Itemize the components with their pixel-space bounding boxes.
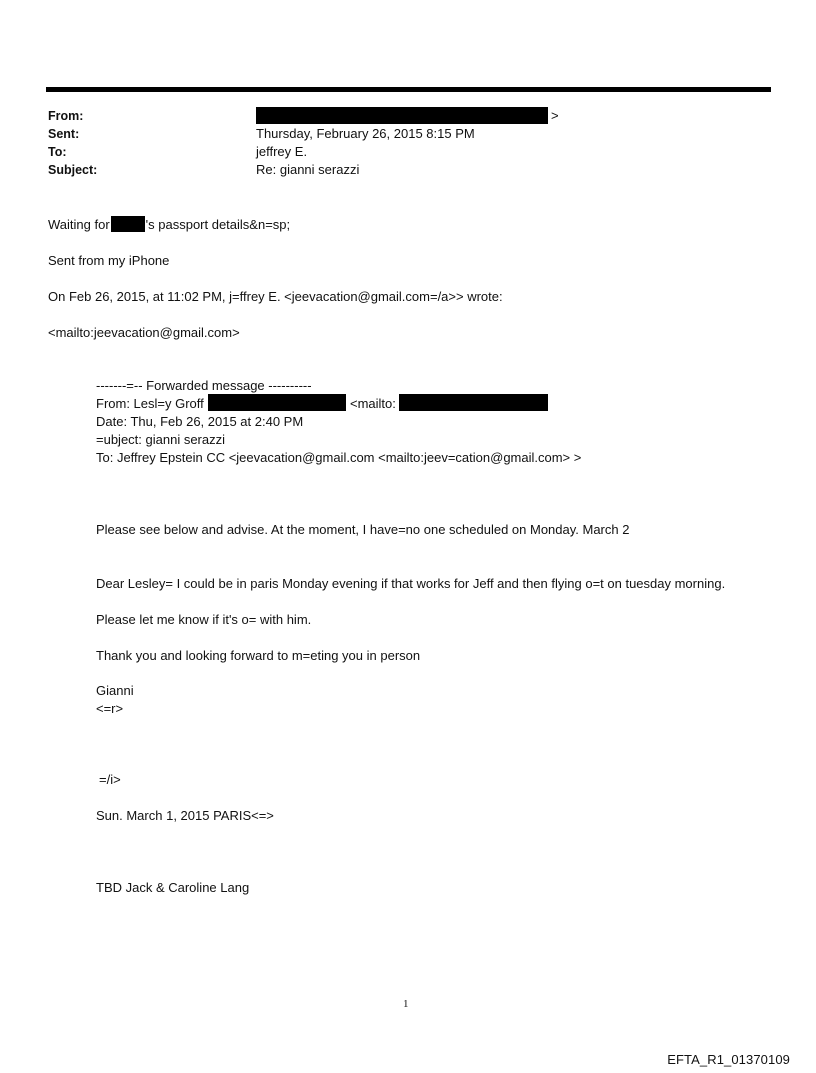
- to-value: jeffrey E.: [256, 144, 308, 159]
- please-let-line: Please let me know if it's o= with him.: [96, 612, 312, 627]
- sent-label: Sent:: [48, 127, 80, 141]
- forwarded-subject: =ubject: gianni serazzi: [96, 432, 225, 447]
- subject-label: Subject:: [48, 163, 98, 177]
- dear-lesley-line: Dear Lesley= I could be in paris Monday evening if that works for Jeff and then flying o=t on tuesday morning.: [96, 576, 726, 591]
- redaction-forwarded-name: [208, 394, 346, 411]
- forwarded-to: To: Jeffrey Epstein CC <jeevacation@gmail.com <mailto:jeev=cation@gmail.com> >: [96, 450, 582, 465]
- tbd-line: TBD Jack & Caroline Lang: [96, 880, 250, 895]
- to-label: To:: [48, 145, 67, 159]
- br-tag-line: <=r>: [96, 701, 124, 716]
- redaction-name: [111, 216, 145, 232]
- subject-value: Re: gianni serazzi: [256, 162, 360, 177]
- bates-number: EFTA_R1_01370109: [667, 1052, 790, 1067]
- please-see-line: Please see below and advise. At the moment, I have=no one scheduled on Monday. March 2: [96, 522, 630, 537]
- waiting-prefix: Waiting for: [48, 217, 110, 232]
- from-label: From:: [48, 109, 84, 123]
- mailto-line: <mailto:jeevacation@gmail.com>: [48, 325, 240, 340]
- forwarded-date: Date: Thu, Feb 26, 2015 at 2:40 PM: [96, 414, 304, 429]
- waiting-suffix: 's passport details&n=sp;: [145, 217, 291, 232]
- sent-value: Thursday, February 26, 2015 8:15 PM: [256, 126, 475, 141]
- page-number: 1: [403, 998, 409, 1010]
- from-value-suffix: >: [551, 108, 559, 123]
- forwarded-separator: -------=-- Forwarded message ----------: [96, 378, 312, 393]
- thank-you-line: Thank you and looking forward to m=eting you in person: [96, 648, 421, 663]
- sun-march-line: Sun. March 1, 2015 PARIS<=>: [96, 808, 274, 823]
- forwarded-mailto-prefix: <mailto:: [350, 396, 396, 411]
- header-rule: [46, 87, 771, 92]
- forwarded-from-prefix: From: Lesl=y Groff: [96, 396, 204, 411]
- redaction-from-address: [256, 107, 548, 124]
- sent-from-line: Sent from my iPhone: [48, 253, 170, 268]
- i-tag-line: =/i>: [99, 772, 121, 787]
- on-wrote-line: On Feb 26, 2015, at 11:02 PM, j=ffrey E. <jeevacation@gmail.com=/a>> wrote:: [48, 289, 503, 304]
- waiting-line: [48, 216, 290, 233]
- redaction-forwarded-email: [399, 394, 548, 411]
- signature-line: Gianni: [96, 683, 134, 698]
- forwarded-from-line: [96, 395, 204, 412]
